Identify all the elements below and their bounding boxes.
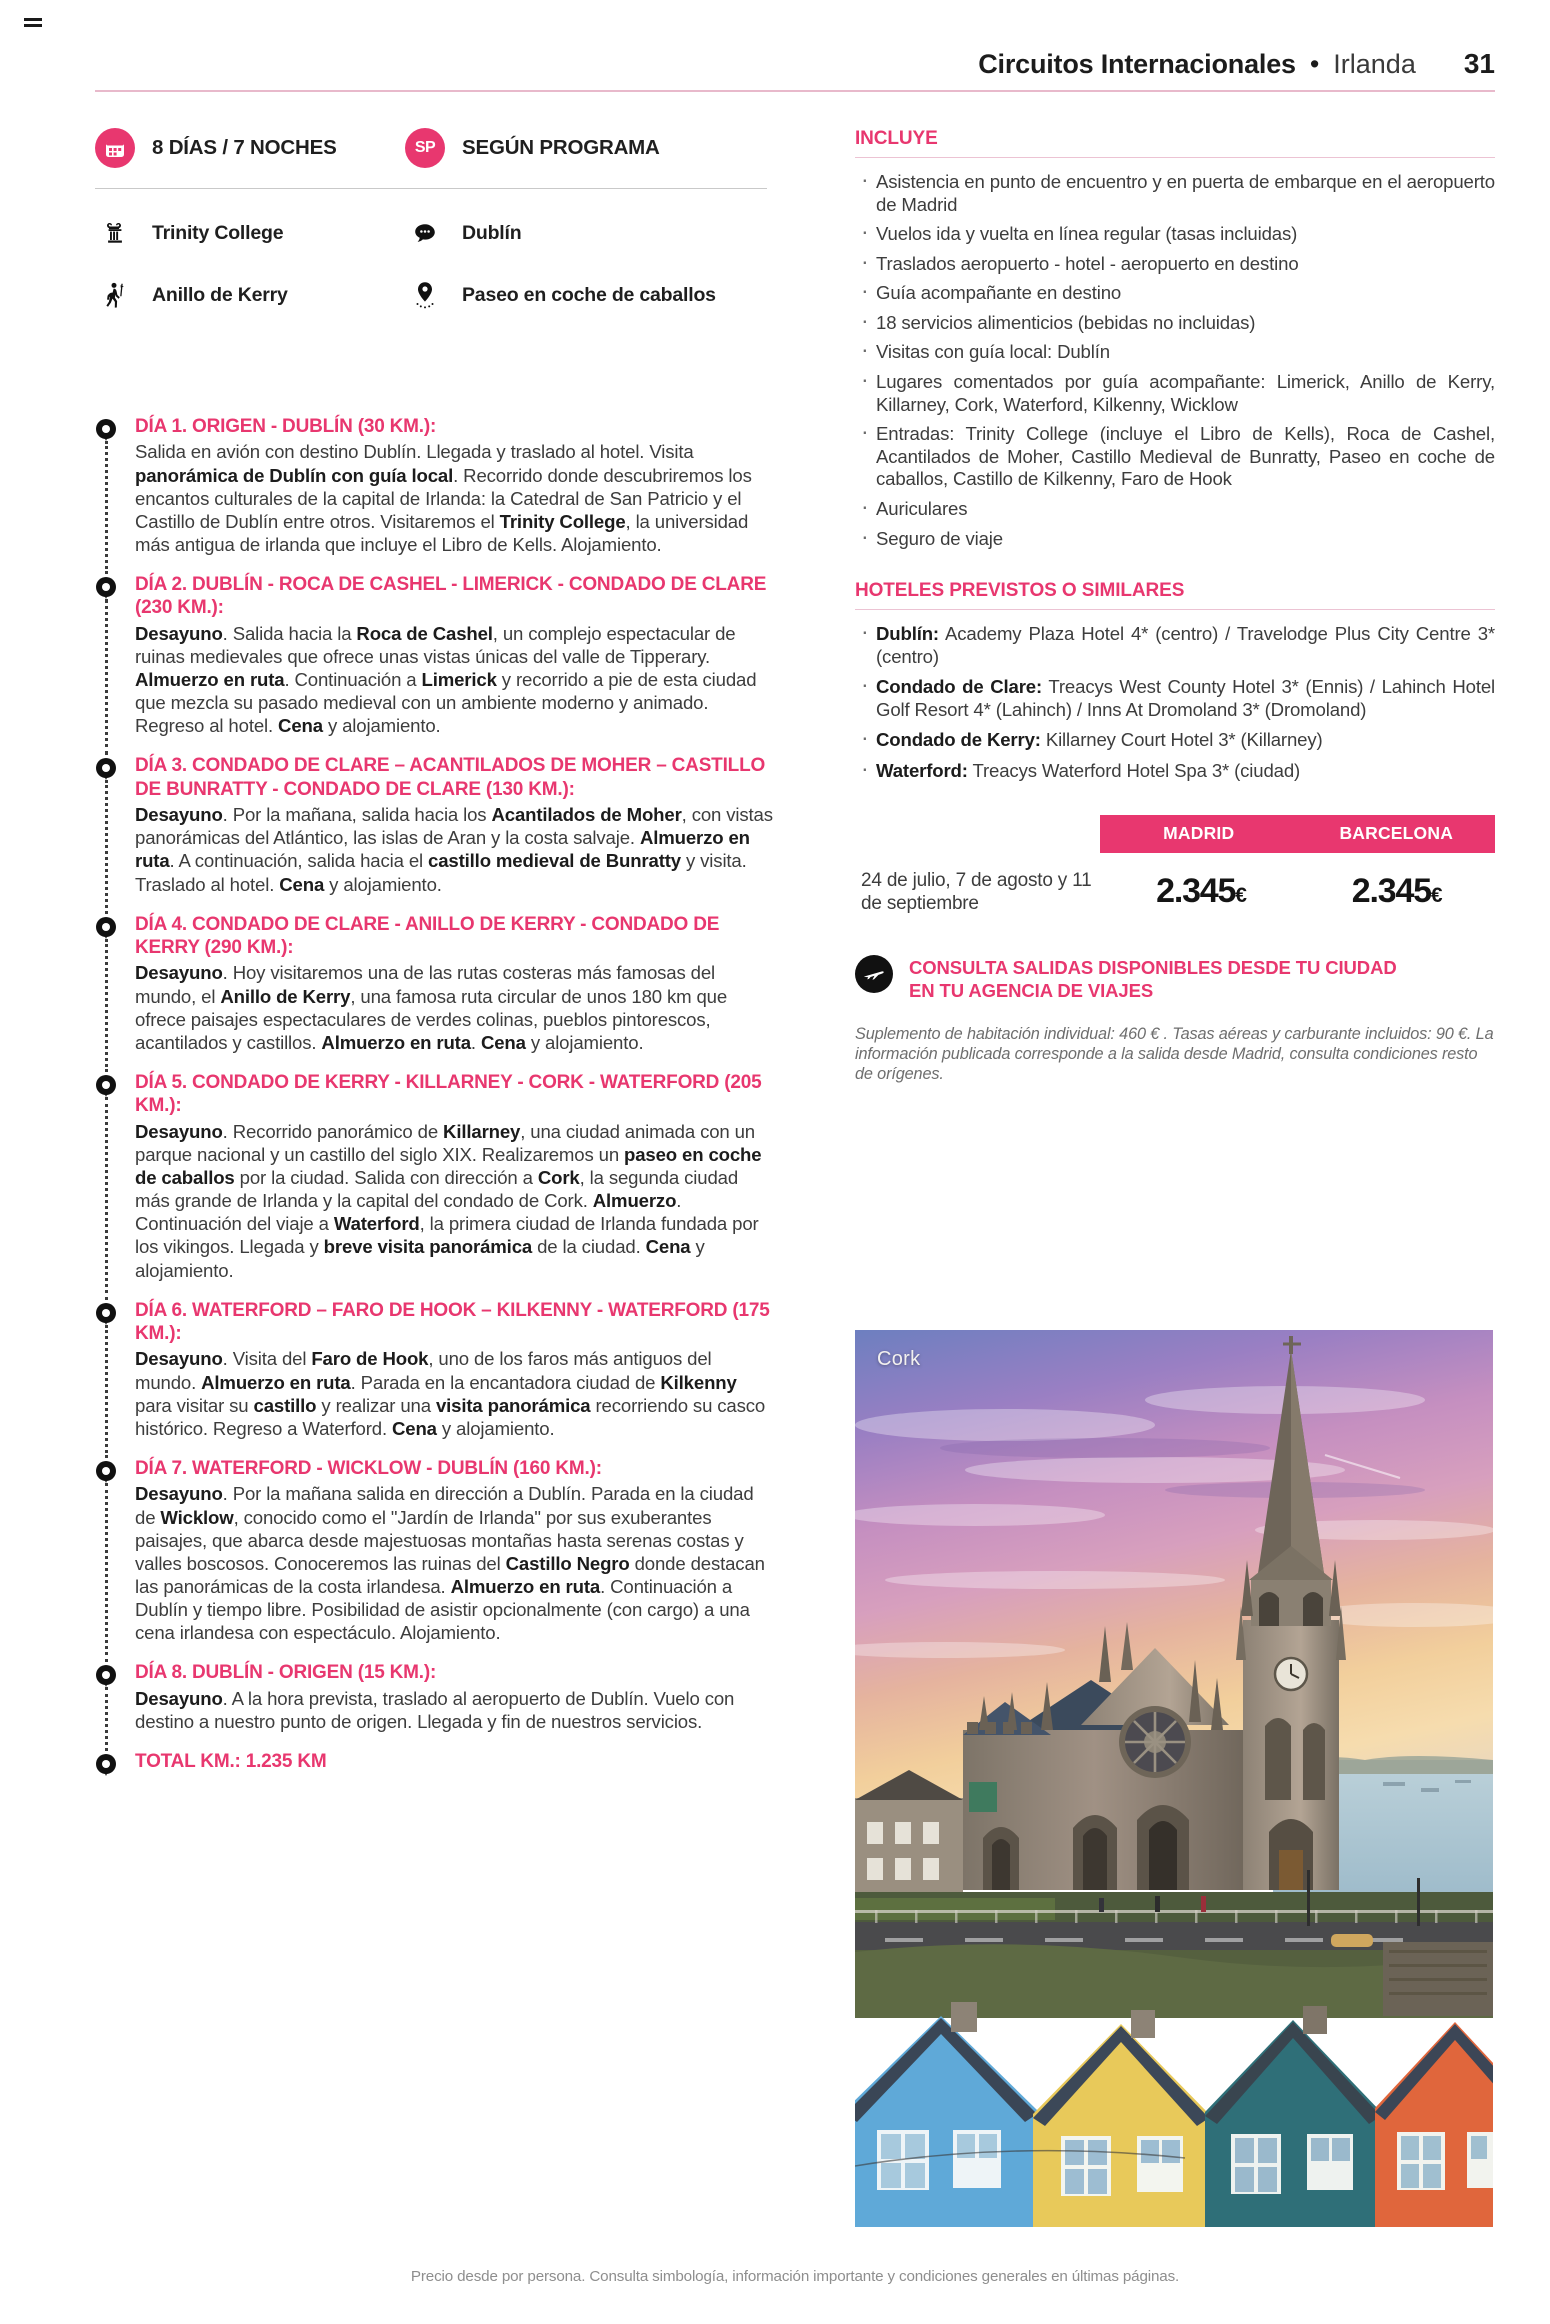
feature-row-secondary-1 xyxy=(95,213,767,253)
header-destination: Irlanda xyxy=(1333,49,1416,79)
timeline-connector xyxy=(105,1483,108,1662)
monument-icon xyxy=(95,213,135,253)
itinerary-total xyxy=(95,1750,775,1773)
feature-label: Anillo de Kerry xyxy=(152,283,288,306)
feature-summary-box xyxy=(95,128,767,315)
pin-icon xyxy=(96,1665,116,1687)
price-header-bar xyxy=(1100,815,1495,853)
feature-horse-carriage xyxy=(405,275,755,315)
list-item: · Condado de Clare: Treacys West County Hotel 3* (Ennis) / Lahinch Hotel Golf Resort 4* (Lahinch) / Inns At Dromoland 3* (Dromoland) xyxy=(855,676,1495,721)
destination-photo xyxy=(855,1330,1493,2227)
day-marker xyxy=(95,758,117,780)
price-table xyxy=(855,815,1495,915)
consulta-line-1: CONSULTA SALIDAS DISPONIBLES DESDE TU CIUDAD xyxy=(909,956,1397,978)
day-body: Desayuno. Visita del Faro de Hook, uno de los faros más antiguos del mundo. Almuerzo en ruta. Parada en la encantadora ciudad de Kilkenny para visitar su castillo y realizar una visita panorámica recorriendo su casco histórico. Regreso a Waterford. Cena y alojamiento. xyxy=(135,1348,766,1439)
header-title: Circuitos Internacionales xyxy=(978,49,1296,79)
incluye-list xyxy=(855,171,1495,550)
pin-icon xyxy=(96,1075,116,1097)
day-marker xyxy=(95,917,117,939)
table-row xyxy=(855,869,1495,915)
day-body: Desayuno. Hoy visitaremos una de las rutas costeras más famosas del mundo, el Anillo de Kerry, una famosa ruta circular de unos 180 km que ofrece paisajes espectaculares de verdes colinas, pueblos pintorescos, acantilados y castillos. Almuerzo en ruta. Cena y alojamiento. xyxy=(135,962,728,1053)
speech-bubble-icon xyxy=(405,213,445,253)
price-cell-madrid xyxy=(1104,872,1300,911)
day-marker xyxy=(95,1665,117,1687)
list-item: · Traslados aeropuerto - hotel - aeropuerto en destino xyxy=(855,253,1495,276)
itinerary-day xyxy=(95,1299,775,1440)
day-marker xyxy=(95,1303,117,1325)
day-title: DÍA 8. DUBLÍN - ORIGEN (15 KM.): xyxy=(135,1662,437,1684)
timeline-connector xyxy=(105,441,108,574)
day-marker xyxy=(95,1754,117,1776)
day-body: Desayuno. Por la mañana salida en dirección a Dublín. Parada en la ciudad de Wicklow, conocido como el "Jardín de Irlanda" por sus exuberantes paisajes, que abarca desde majestuosas montañas hasta serenas costas y valles boscosos. Conoceremos las ruinas del Castillo Negro donde destacan las panorámicas de la costa irlandesa. Almuerzo en ruta. Continuación a Dublín y tiempo libre. Posibilidad de asistir opcionalmente (con cargo) a una cena irlandesa con espectáculo. Alojamiento. xyxy=(135,1483,765,1644)
day-body: Desayuno. A la hora prevista, traslado al aeropuerto de Dublín. Vuelo con destino a nuestro punto de origen. Llegada y fin de nuestros servicios. xyxy=(135,1687,735,1732)
feature-trinity-college xyxy=(95,213,405,253)
feature-dublin xyxy=(405,213,755,253)
day-title: DÍA 2. DUBLÍN - ROCA DE CASHEL - LIMERICK - CONDADO DE CLARE (230 KM.): xyxy=(135,574,767,619)
day-body: Salida en avión con destino Dublín. Llegada y traslado al hotel. Visita panorámica de Dublín con guía local. Recorrido donde descubriremos los encantos culturales de la capital de Irlanda: la Catedral de San Patricio y el Castillo de Dublín entre otros. Visitaremos el Trinity College, la universidad más antigua de irlanda que incluye el Libro de Kells. Alojamiento. xyxy=(135,441,752,555)
list-item: · Auriculares xyxy=(855,498,1495,521)
feature-label: 8 DÍAS / 7 NOCHES xyxy=(152,136,337,160)
pin-icon xyxy=(96,577,116,599)
header-divider xyxy=(95,90,1495,92)
day-title: DÍA 6. WATERFORD – FARO DE HOOK – KILKENNY - WATERFORD (175 KM.): xyxy=(135,1299,770,1345)
itinerary-day xyxy=(95,1457,775,1644)
day-body: Desayuno. Recorrido panorámico de Killarney, una ciudad animada con un parque nacional y un castillo del siglo XIX. Realizaremos un paseo en coche de caballos por la ciudad. Salida con dirección a Cork, la segunda ciudad más grande de Irlanda y la capital del condado de Cork. Almuerzo. Continuación del viaje a Waterford, la primera ciudad de Irlanda fundada por los vikingos. Llegada y breve visita panorámica de la ciudad. Cena y alojamiento. xyxy=(135,1120,762,1281)
list-item: · 18 servicios alimenticios (bebidas no incluidas) xyxy=(855,312,1495,335)
itinerary-day xyxy=(95,573,775,737)
price-table-header xyxy=(855,815,1495,853)
pin-icon xyxy=(96,917,116,939)
feature-row-secondary-2 xyxy=(95,275,767,315)
price-values xyxy=(1104,872,1495,911)
timeline-connector xyxy=(105,599,108,755)
pin-icon xyxy=(96,758,116,780)
timeline-connector xyxy=(105,780,108,913)
hoteles-list xyxy=(855,623,1495,782)
incluye-title: INCLUYE xyxy=(855,128,1495,158)
day-title: DÍA 5. CONDADO DE KERRY - KILLARNEY - CORK - WATERFORD (205 KM.): xyxy=(135,1072,762,1117)
cork-cathedral-illustration xyxy=(855,1330,1493,2227)
itinerary-day xyxy=(95,754,775,895)
price-amount: 2.345 xyxy=(1156,872,1236,911)
photo-caption: Cork xyxy=(877,1348,921,1370)
consulta-text xyxy=(909,955,1397,1002)
consulta-banner xyxy=(855,955,1495,1002)
total-km-label: TOTAL KM.: 1.235 KM xyxy=(135,1751,327,1773)
page-number: 31 xyxy=(1463,48,1495,79)
list-item: · Dublín: Academy Plaza Hotel 4* (centro) / Travelodge Plus City Centre 3* (centro) xyxy=(855,623,1495,668)
feature-label: Dublín xyxy=(462,221,522,244)
list-item: · Vuelos ida y vuelta en línea regular (tasas incluidas) xyxy=(855,223,1495,246)
day-body: Desayuno. Salida hacia la Roca de Cashel, un complejo espectacular de ruinas medievales que ofrece unas vistas únicas del valle de Tipperary. Almuerzo en ruta. Continuación a Limerick y recorrido a pie de esta ciudad que mezcla su pasado medieval con un ambiente moderno y animado. Regreso al hotel. Cena y alojamiento. xyxy=(135,622,757,737)
day-body: Desayuno. Por la mañana, salida hacia los Acantilados de Moher, con vistas panorámicas del Atlántico, las islas de Aran y la costa salvaje. Almuerzo en ruta. A continuación, salida hacia el castillo medieval de Bunratty y visita. Traslado al hotel. Cena y alojamiento. xyxy=(135,804,773,895)
day-marker xyxy=(95,1075,117,1097)
pin-icon xyxy=(96,419,116,441)
list-item: · Condado de Kerry: Killarney Court Hotel 3* (Killarney) xyxy=(855,729,1495,752)
pin-icon xyxy=(96,1754,116,1776)
feature-duration xyxy=(95,128,405,168)
price-column-barcelona: BARCELONA xyxy=(1339,823,1454,844)
header-separator: • xyxy=(1309,49,1320,79)
departure-dates: 24 de julio, 7 de agosto y 11 de septiembre xyxy=(861,869,1092,914)
right-column xyxy=(855,128,1495,1084)
timeline-connector xyxy=(105,939,108,1072)
feature-row-primary xyxy=(95,128,767,168)
price-cell-barcelona xyxy=(1299,872,1495,911)
left-column xyxy=(95,128,770,315)
itinerary-day xyxy=(95,415,775,556)
price-amount: 2.345 xyxy=(1351,872,1431,911)
price-column-madrid: MADRID xyxy=(1163,823,1235,844)
sp-badge-icon: SP xyxy=(405,128,445,168)
itinerary-day xyxy=(95,1661,775,1733)
day-marker xyxy=(95,577,117,599)
day-marker xyxy=(95,419,117,441)
hoteles-section xyxy=(855,580,1495,782)
feature-label: SEGÚN PROGRAMA xyxy=(462,136,660,160)
itinerary-day xyxy=(95,1071,775,1282)
map-pin-icon xyxy=(405,275,445,315)
day-marker xyxy=(95,1461,117,1483)
pin-icon xyxy=(96,1303,116,1325)
pin-icon xyxy=(96,1461,116,1483)
page-header xyxy=(95,48,1495,80)
list-item: · Lugares comentados por guía acompañante: Limerick, Anillo de Kerry, Killarney, Cork, Waterford, Kilkenny, Wicklow xyxy=(855,371,1495,416)
consulta-line-2: EN TU AGENCIA DE VIAJES xyxy=(909,980,1154,1002)
timeline-connector xyxy=(105,1325,108,1458)
list-item: · Waterford: Treacys Waterford Hotel Spa 3* (ciudad) xyxy=(855,760,1495,783)
feature-ring-of-kerry xyxy=(95,275,405,315)
price-note: Suplemento de habitación individual: 460 € . Tasas aéreas y carburante incluidos: 90 €. La información publicada corresponde a la salida desde Madrid, consulta condiciones resto de orígenes. xyxy=(855,1025,1494,1084)
itinerary-day xyxy=(95,913,775,1054)
hiker-icon xyxy=(95,275,135,315)
feature-label: Paseo en coche de caballos xyxy=(462,283,716,306)
list-item: · Guía acompañante en destino xyxy=(855,282,1495,305)
feature-divider xyxy=(95,188,767,189)
currency-symbol: € xyxy=(1430,884,1443,908)
plane-icon xyxy=(855,955,893,993)
feature-label: Trinity College xyxy=(152,221,284,244)
currency-symbol: € xyxy=(1235,884,1247,908)
crop-mark xyxy=(24,18,42,30)
list-item: · Entradas: Trinity College (incluye el Libro de Kells), Roca de Cashel, Acantilados de Moher, Castillo Medieval de Bunratty, Paseo en coche de caballos, Castillo de Kilkenny, Faro de Hook xyxy=(855,423,1495,491)
timeline-connector xyxy=(105,1687,108,1751)
hoteles-title: HOTELES PREVISTOS O SIMILARES xyxy=(855,580,1495,610)
itinerary-list xyxy=(95,415,775,1773)
day-title: DÍA 1. ORIGEN - DUBLÍN (30 KM.): xyxy=(135,416,437,437)
calendar-icon xyxy=(95,128,135,168)
list-item: · Asistencia en punto de encuentro y en puerta de embarque en el aeropuerto de Madrid xyxy=(855,171,1495,216)
list-item: · Visitas con guía local: Dublín xyxy=(855,341,1495,364)
feature-program xyxy=(405,128,755,168)
day-title: DÍA 4. CONDADO DE CLARE - ANILLO DE KERRY - CONDADO DE KERRY (290 KM.): xyxy=(135,913,720,959)
timeline-connector xyxy=(105,1097,108,1300)
page-footer: Precio desde por persona. Consulta simbología, información importante y condiciones generales en últimas páginas. xyxy=(410,2268,1180,2285)
day-title: DÍA 7. WATERFORD - WICKLOW - DUBLÍN (160 KM.): xyxy=(135,1458,602,1480)
list-item: · Seguro de viaje xyxy=(855,528,1495,551)
colourful-houses xyxy=(855,2016,1493,2227)
day-title: DÍA 3. CONDADO DE CLARE – ACANTILADOS DE MOHER – CASTILLO DE BUNRATTY - CONDADO DE CLARE (130 KM.): xyxy=(135,755,766,800)
